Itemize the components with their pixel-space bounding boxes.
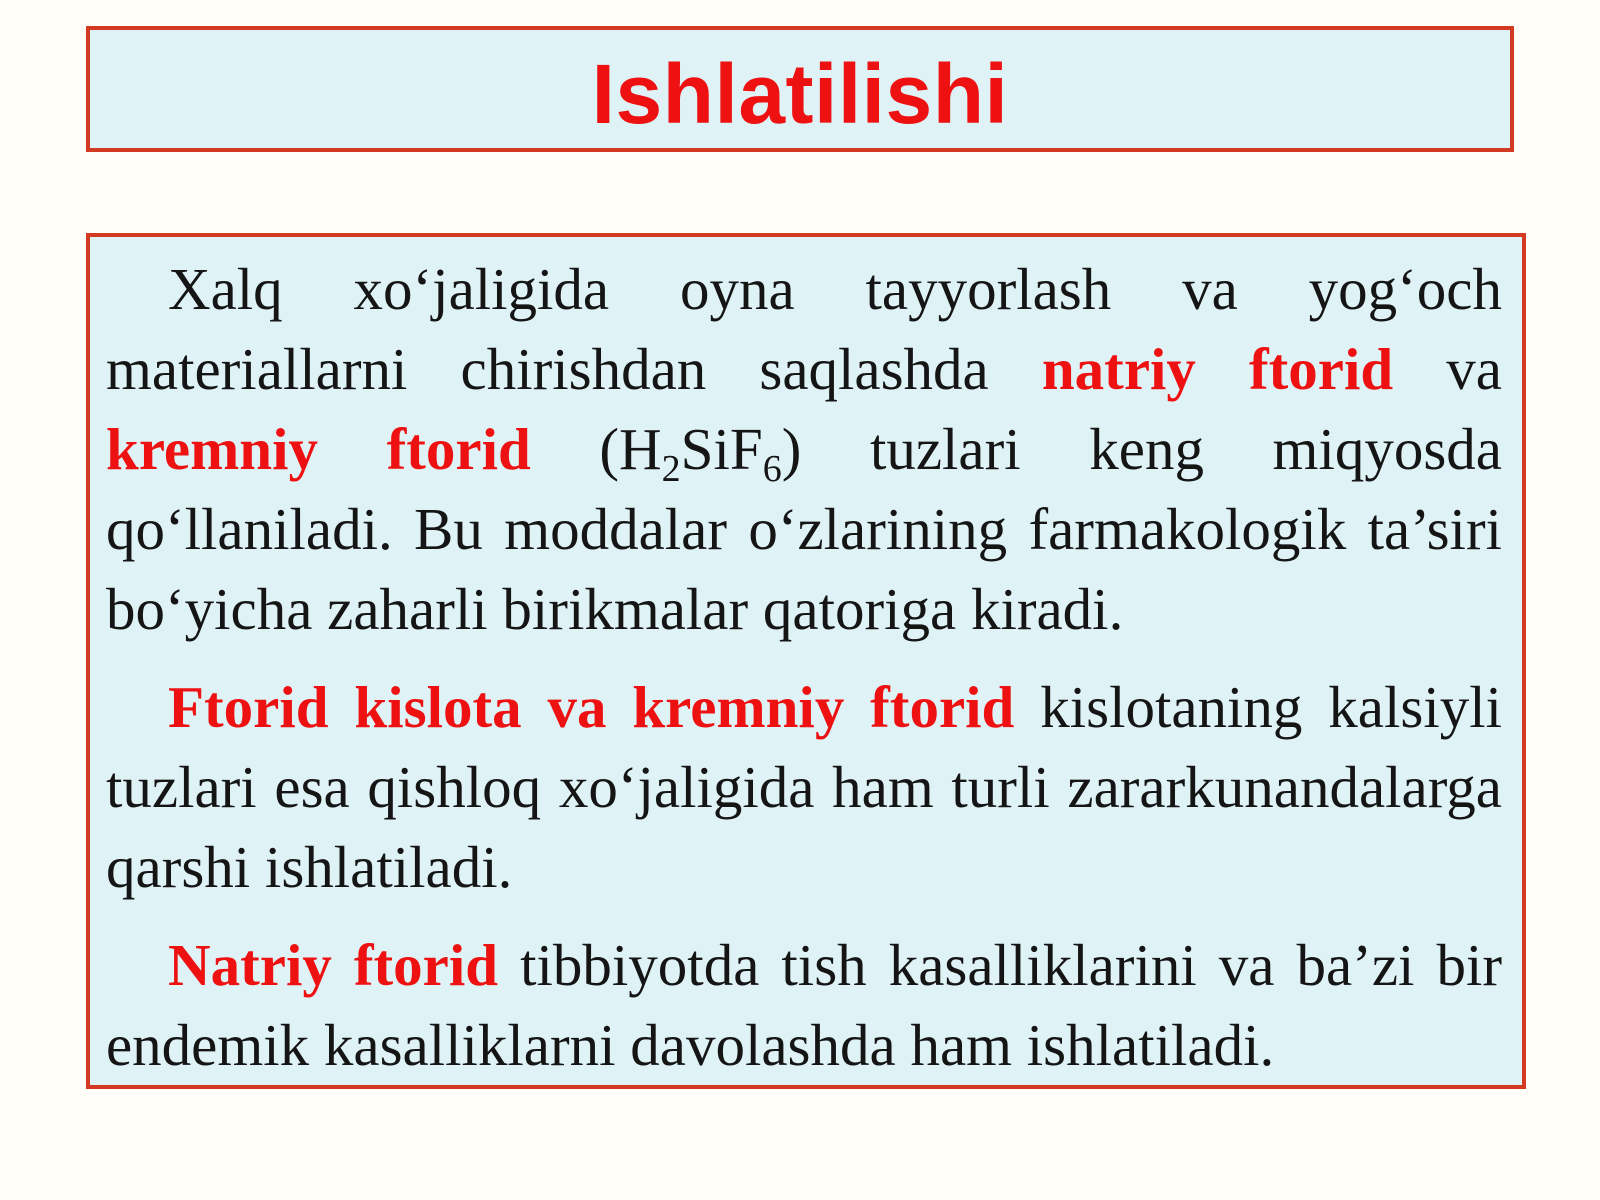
highlight-ftorid-kislota: Ftorid kislota va kremniy ftorid: [168, 674, 1015, 740]
highlight-natriy-ftorid-2: Natriy ftorid: [168, 932, 499, 998]
content-box: [86, 233, 1526, 1089]
formula-middle: SiF: [680, 416, 763, 482]
paragraph-3: [106, 925, 1502, 1085]
paragraph-2: [106, 667, 1502, 907]
slide-title: Ishlatilishi: [591, 47, 1009, 141]
title-box: [86, 26, 1514, 152]
paragraph-1-text-1: Xalq xo‘jaligida oyna tayyorlash va yog‘och materiallarni chirishdan saqlashda: [106, 256, 1502, 402]
paragraph-1-text-2: va: [1393, 336, 1502, 402]
highlight-natriy-ftorid: natriy ftorid: [1041, 336, 1394, 402]
formula-open: (H: [530, 416, 662, 482]
paragraph-2-text: kislotaning kalsiyli tuzlari esa qishloq xo‘jaligida ham turli zararkunandalarga qarshi ishlatiladi.: [106, 674, 1502, 900]
paragraph-1-text-3: ) tuzlari keng miqyosda qo‘llaniladi. Bu moddalar o‘zlarining farmakologik ta’siri bo‘yicha zaharli birikmalar qatoriga kiradi.: [106, 416, 1502, 642]
paragraph-1: [106, 249, 1502, 649]
formula-subscript-6: 6: [762, 448, 782, 490]
paragraph-3-text: tibbiyotda tish kasalliklarini va ba’zi bir endemik kasalliklarni davolashda ham ishlatiladi.: [106, 932, 1502, 1078]
highlight-kremniy-ftorid: kremniy ftorid: [106, 416, 531, 482]
formula-subscript-2: 2: [661, 448, 681, 490]
